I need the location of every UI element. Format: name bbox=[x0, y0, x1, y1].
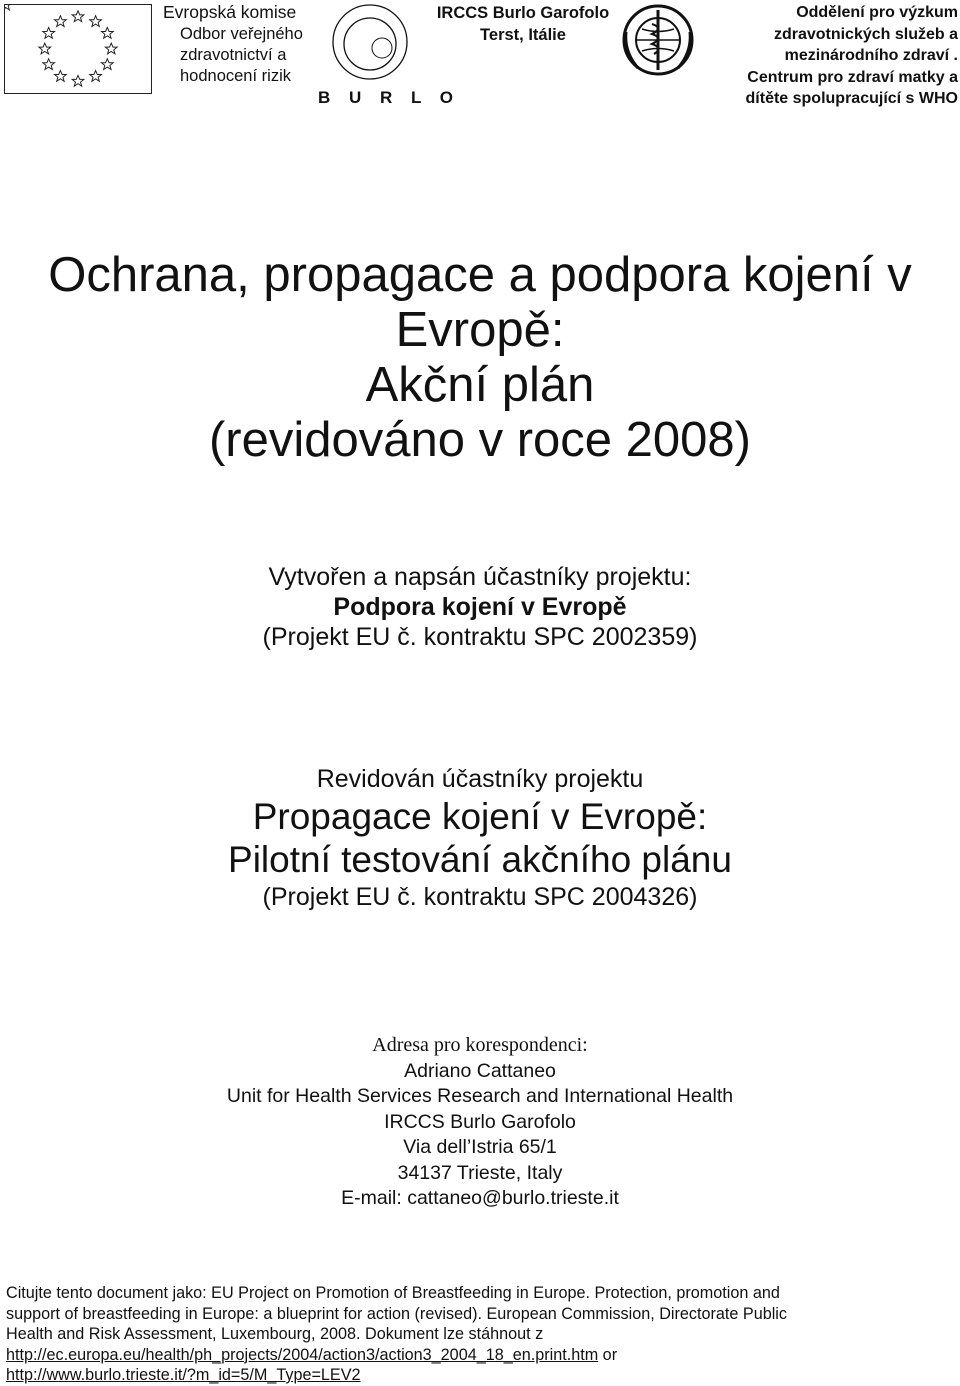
citation-block bbox=[6, 1283, 956, 1386]
dept-line-1: Oddělení pro výzkum bbox=[796, 4, 958, 21]
dept-line-4: Centrum pro zdraví matky a bbox=[747, 68, 958, 86]
ec-department-text bbox=[163, 2, 323, 87]
citation-link-burlo[interactable]: http://www.burlo.trieste.it/?m_id=5/M_Type=LEV2 bbox=[6, 1366, 361, 1384]
irccs-line-1: IRCCS Burlo Garofolo bbox=[436, 4, 610, 22]
ec-line-1: Evropská komise bbox=[163, 2, 297, 22]
ec-line-4: hodnocení rizik bbox=[180, 67, 291, 85]
dept-line-5: dítěte spolupracující s WHO bbox=[745, 90, 958, 107]
title-line-4: (revidováno v roce 2008) bbox=[208, 413, 751, 467]
correspondence-address bbox=[0, 1033, 960, 1212]
revised-contract: (Projekt EU č. kontraktu SPC 2004326) bbox=[262, 883, 698, 911]
revised-project-name-1: Propagace kojení v Evropě: bbox=[252, 796, 708, 837]
citation-line-2: support of breastfeeding in Europe: a blueprint for action (revised). European Commission, Directorate Public bbox=[6, 1304, 787, 1323]
dept-line-2: zdravotnických služeb a bbox=[773, 25, 958, 43]
who-logo bbox=[620, 2, 696, 78]
revised-line-1: Revidován účastníky projektu bbox=[316, 765, 644, 793]
created-by-section bbox=[0, 562, 960, 652]
address-city: 34137 Trieste, Italy bbox=[397, 1161, 563, 1184]
who-emblem-icon bbox=[620, 2, 696, 78]
citation-line-1: Citujte tento document jako: EU Project on Promotion of Breastfeeding in Europe. Protection, promotion and bbox=[6, 1284, 780, 1302]
eu-flag-logo bbox=[4, 4, 152, 94]
ec-line-3: zdravotnictví a bbox=[180, 46, 287, 64]
title-line-3: Akční plán bbox=[365, 358, 595, 412]
address-email: E-mail: cattaneo@burlo.trieste.it bbox=[341, 1187, 619, 1209]
created-line-1: Vytvořen a napsán účastníky projektu: bbox=[268, 563, 692, 591]
irccs-line-2: Terst, Itálie bbox=[480, 26, 566, 44]
revised-by-section bbox=[0, 763, 960, 913]
burlo-wordmark: B U R L O bbox=[318, 88, 461, 107]
ec-line-2: Odbor veřejného bbox=[180, 25, 303, 43]
address-street: Via dell’Istria 65/1 bbox=[403, 1136, 557, 1158]
created-contract: (Projekt EU č. kontraktu SPC 2002359) bbox=[262, 623, 698, 651]
citation-line-3: Health and Risk Assessment, Luxembourg, 2008. Dokument lze stáhnout z bbox=[6, 1325, 544, 1343]
dept-line-3: mezinárodního zdraví . bbox=[784, 47, 958, 64]
irccs-text bbox=[428, 2, 618, 46]
document-title bbox=[0, 248, 960, 468]
address-label: Adresa pro korespondenci: bbox=[372, 1034, 588, 1056]
who-department-text bbox=[698, 2, 958, 110]
eu-stars-icon bbox=[5, 5, 151, 93]
address-institute: IRCCS Burlo Garofolo bbox=[384, 1110, 576, 1133]
citation-link-ec[interactable]: http://ec.europa.eu/health/ph_projects/2004/action3/action3_2004_18_en.print.htm bbox=[6, 1345, 599, 1364]
revised-project-name-2: Pilotní testování akčního plánu bbox=[228, 839, 732, 880]
address-unit: Unit for Health Services Research and International Health bbox=[226, 1085, 734, 1107]
created-project-name: Podpora kojení v Evropě bbox=[333, 593, 627, 621]
title-line-1: Ochrana, propagace a podpora kojení v bbox=[48, 248, 912, 302]
address-name: Adriano Cattaneo bbox=[404, 1059, 556, 1082]
citation-or: or bbox=[598, 1345, 618, 1364]
title-line-2: Evropě: bbox=[395, 303, 565, 357]
